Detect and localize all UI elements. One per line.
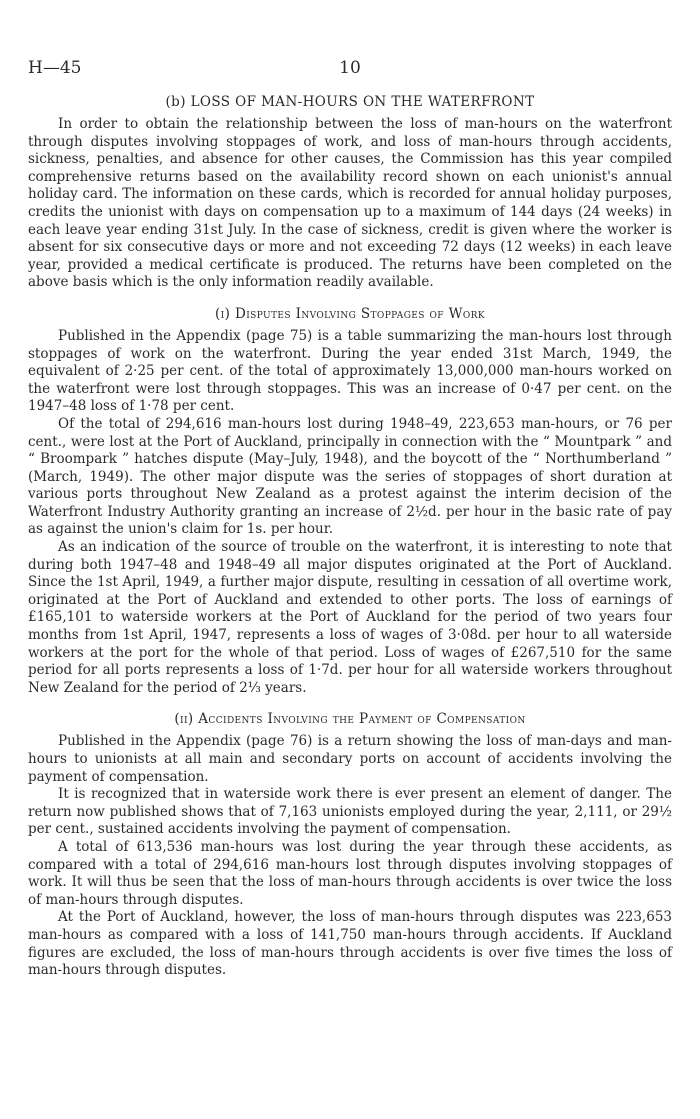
section-body-accidents xyxy=(28,733,672,979)
section-body-loss-of-man-hours xyxy=(28,116,672,292)
paragraph: In order to obtain the relationship between the loss of man-hours on the waterfront through disputes involving stoppages of work, and loss of man-hours through accidents, sickness, penalties, and absence for other causes, the Commission has this year compiled comprehensive returns based on the availability record shown on each unionist's annual holiday card. The information on these cards, which is recorded for annual holiday purposes, credits the unionist with days on compensation up to a maximum of 144 days (24 weeks) in each leave year ending 31st July. In the case of sickness, credit is given where the worker is absent for six consecutive days or more and not exceeding 72 days (12 weeks) in each leave year, provided a medical certificate is produced. The returns have been completed on the above basis which is the only information readily available. xyxy=(28,116,672,291)
paragraph: It is recognized that in waterside work there is ever present an element of danger. The return now published shows that of 7,163 unionists employed during the year, 2,111, or 29½ per cent., sustained accidents involving the payment of compensation. xyxy=(28,786,672,838)
paragraph: Of the total of 294,616 man-hours lost during 1948–49, 223,653 man-hours, or 76 per cent., were lost at the Port of Auckland, principally in connection with the “ Mountpark ” and “ Broompark ” hatches dispute (May–July, 1948), and the boycott of the “ Northumberland ” (March, 1949). The other major dispute was the series of stoppages of short duration at various ports throughout New Zealand as a protest against the interim decision of the Waterfront Industry Authority granting an increase of 2½d. per hour in the basic rate of pay as against the union's claim for 1s. per hour. xyxy=(28,415,672,538)
paragraph: At the Port of Auckland, however, the loss of man-hours through disputes was 223,653 man-hours as compared with a loss of 141,750 man-hours through accidents. If Auckland figures are excluded, the loss of man-hours through accidents is over five times the loss of man-hours through disputes. xyxy=(28,909,672,979)
paragraph: Published in the Appendix (page 76) is a return showing the loss of man-days and man-hours to unionists at all main and secondary ports on account of accidents involving the payment of compensation. xyxy=(28,733,672,785)
document-reference: H—45 xyxy=(28,58,82,78)
section-heading-disputes: (i) Disputes Involving Stoppages of Work xyxy=(215,305,485,322)
page-header xyxy=(28,58,672,84)
page-number: 10 xyxy=(339,58,361,78)
section-heading-accidents: (ii) Accidents Involving the Payment of Compensation xyxy=(174,711,526,728)
paragraph: As an indication of the source of trouble on the waterfront, it is interesting to note that during both 1947–48 and 1948–49 all major disputes originated at the Port of Auckland. Since the 1st April, 1949, a further major dispute, resulting in cessation of all overtime work, originated at the Port of Auckland and extended to other ports. The loss of earnings of £165,101 to waterside workers at the Port of Auckland for the period of two years four months from 1st April, 1947, represents a loss of wages of 3·08d. per hour to all waterside workers at the port for the whole of that period. Loss of wages of £267,510 for the same period for all ports represents a loss of 1·7d. per hour for all waterside workers throughout New Zealand for the period of 2⅓ years. xyxy=(28,539,672,696)
paragraph: A total of 613,536 man-hours was lost during the year through these accidents, as compared with a total of 294,616 man-hours lost through disputes involving stoppages of work. It will thus be seen that the loss of man-hours through accidents is over twice the loss of man-hours through disputes. xyxy=(28,838,672,908)
section-body-disputes xyxy=(28,328,672,697)
paragraph: Published in the Appendix (page 75) is a table summarizing the man-hours lost through stoppages of work on the waterfront. During the year ended 31st March, 1949, the equivalent of 2·25 per cent. of the total of approximately 13,000,000 man-hours worked on the waterfront were lost through stoppages. This was an increase of 0·47 per cent. on the 1947–48 loss of 1·78 per cent. xyxy=(28,327,672,415)
section-heading-loss-of-man-hours: (b) LOSS OF MAN-HOURS ON THE WATERFRONT xyxy=(165,94,535,110)
document-page xyxy=(28,58,672,980)
